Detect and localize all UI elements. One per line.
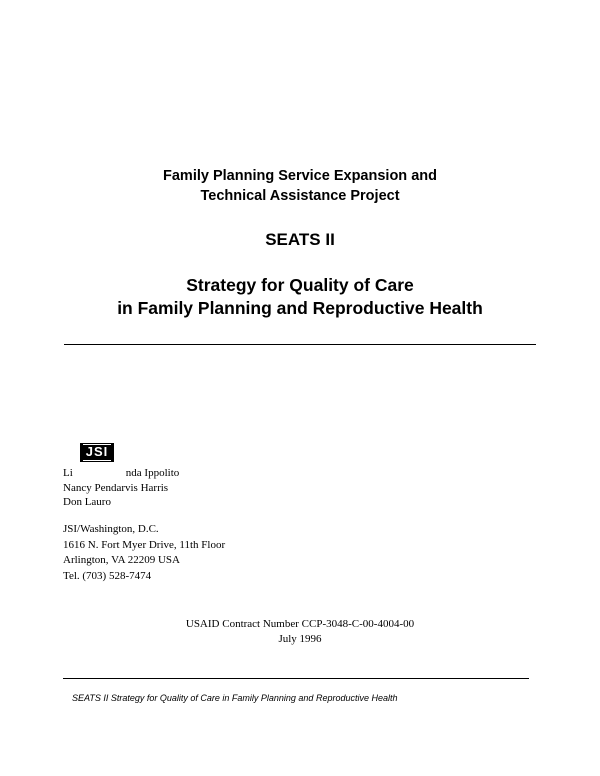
author-1: Li nda Ippolito xyxy=(63,467,180,479)
project-line-1: Family Planning Service Expansion and xyxy=(163,168,437,184)
address-street: 1616 N. Fort Myer Drive, 11th Floor xyxy=(63,538,226,551)
author-2: Nancy Pendarvis Harris xyxy=(63,481,169,494)
address-block xyxy=(63,522,225,584)
contract-number: USAID Contract Number CCP-3048-C-00-4004-00 xyxy=(185,618,415,630)
page-footer: SEATS II Strategy for Quality of Care in Family Planning and Reproductive Health xyxy=(72,693,398,703)
author-3: Don Lauro xyxy=(63,496,111,508)
document-title xyxy=(0,274,600,320)
footer-divider xyxy=(63,678,529,679)
jsi-logo-text: JSI xyxy=(85,444,109,459)
jsi-logo xyxy=(80,443,114,462)
title-divider xyxy=(64,344,536,345)
address-org: JSI/Washington, D.C. xyxy=(63,523,159,535)
address-city: Arlington, VA 22209 USA xyxy=(63,554,180,566)
contract-block xyxy=(0,617,600,647)
project-heading xyxy=(0,166,600,206)
program-title: SEATS II xyxy=(265,230,335,249)
title-line-1: Strategy for Quality of Care xyxy=(186,275,414,295)
contract-date: July 1996 xyxy=(278,633,322,645)
title-line-2: in Family Planning and Reproductive Health xyxy=(117,298,483,318)
project-line-2: Technical Assistance Project xyxy=(200,188,400,204)
address-phone: Tel. (703) 528-7474 xyxy=(63,569,152,582)
author-list xyxy=(63,466,179,510)
